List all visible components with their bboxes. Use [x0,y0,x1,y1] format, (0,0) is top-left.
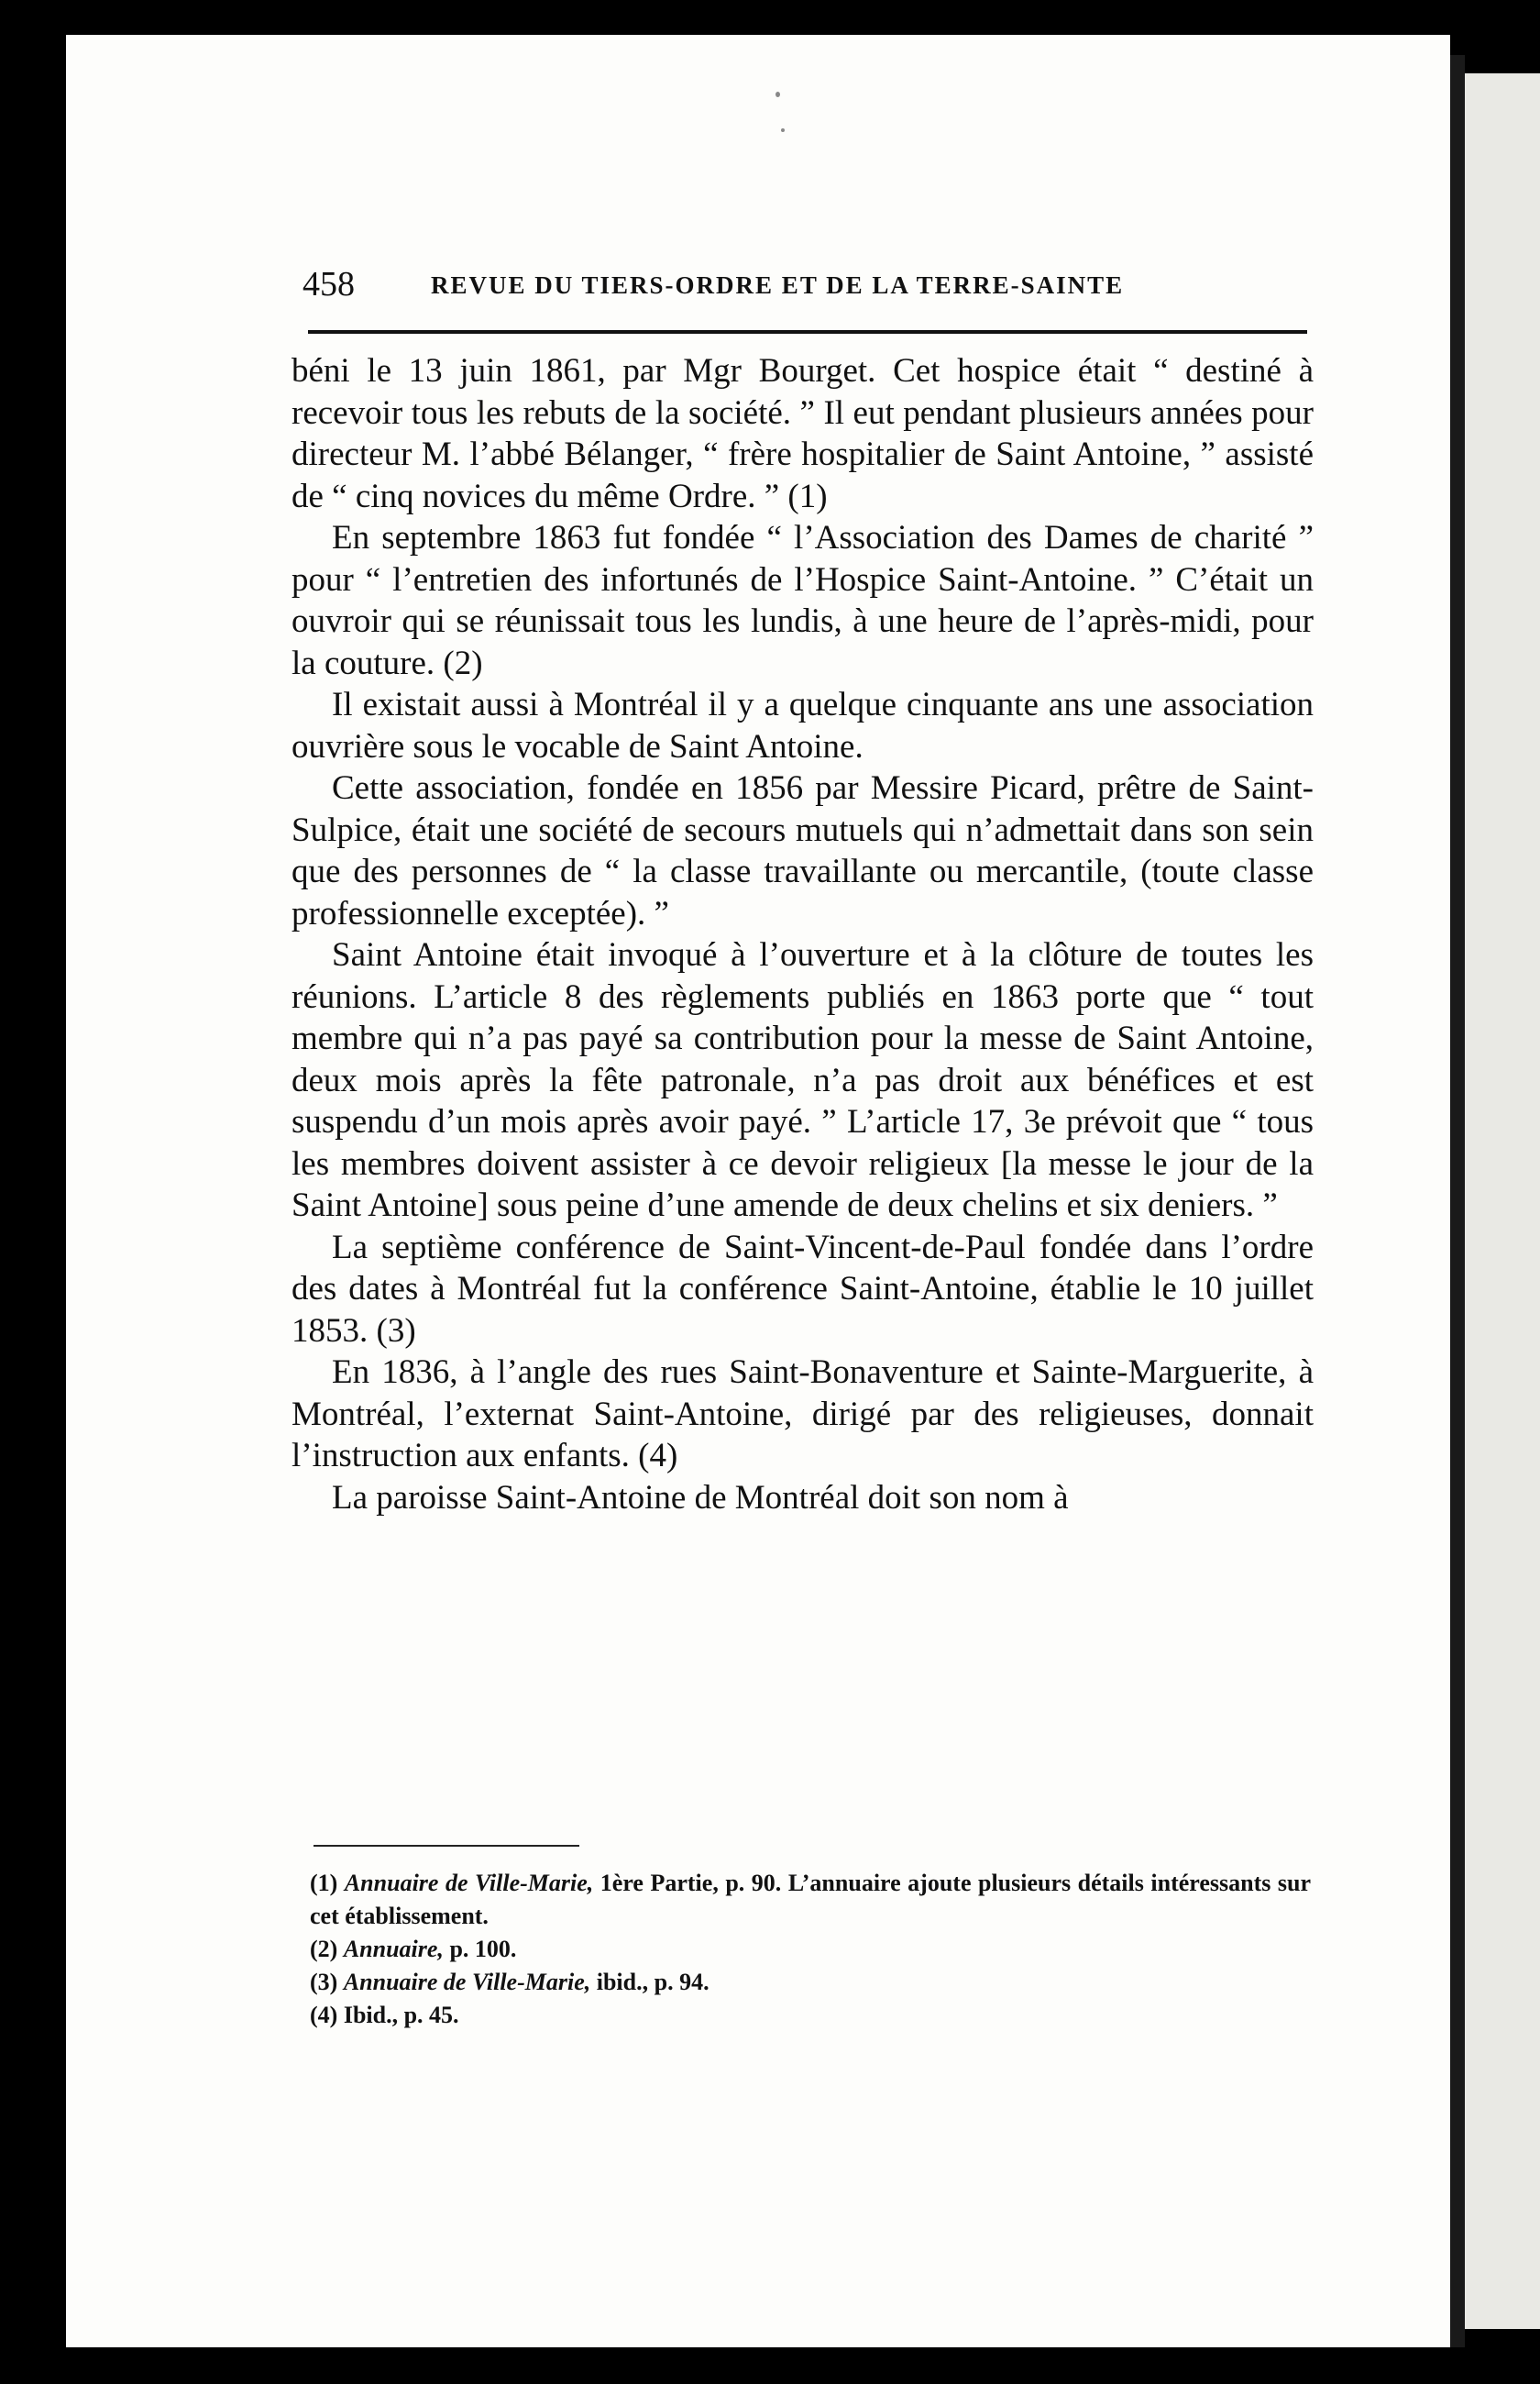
footnote-text: p. 100. [443,1936,517,1962]
footnote [293,1966,1311,1999]
body-text [292,350,1314,1518]
footnote [293,1933,1311,1966]
running-head-title: REVUE DU TIERS-ORDRE ET DE LA TERRE-SAINTE [431,271,1125,299]
footnote [293,1999,1311,2032]
paragraph: Il existait aussi à Montréal il y a quelque cinquante ans une association ouvrière sous le vocable de Saint Antoine. [292,686,1314,766]
footnote-marker: (3) [310,1969,338,1995]
footnote-text: 1ère Partie, p. 90. L’annuaire ajoute plusieurs détails intéressants sur cet établissement. [310,1870,1311,1929]
footnote-title: Annuaire de Ville-Marie, [343,1969,591,1995]
paragraph: La septième conférence de Saint-Vincent-de-Paul fondée dans l’ordre des dates à Montréal fut la conférence Saint-Antoine, établie le 10 juillet 1853. (3) [292,1228,1314,1350]
footnote-title: Annuaire de Ville-Marie, [344,1870,594,1896]
footnotes [293,1867,1311,2032]
scan-speck [776,92,780,97]
paragraph: En septembre 1863 fut fondée “ l’Association des Dames de charité ” pour “ l’entretien des infortunés de l’Hospice Saint-Antoine. ” C’était un ouvroir qui se réunissait tous les lundis, à une heure de l’après-midi, pour la couture. (2) [292,519,1314,682]
paragraph: Cette association, fondée en 1856 par Messire Picard, prêtre de Saint-Sulpice, était une société de secours mutuels qui n’admettait dans son sein que des personnes de “ la classe travaillante ou mercantile, (toute classe professionnelle exceptée). ” [292,769,1314,933]
footnote-title: Annuaire, [343,1936,444,1962]
footnote-marker: (1) [310,1870,338,1896]
header-rule [308,330,1307,334]
footnote-marker: (2) [310,1936,338,1962]
footnote [293,1867,1311,1933]
next-page-edge [1465,73,1540,2329]
page-number: 458 [302,265,355,304]
footnote-text: ibid., p. 94. [590,1969,710,1995]
footnote-rule [314,1845,579,1847]
paragraph: La paroisse Saint-Antoine de Montréal doit son nom à [332,1478,1069,1517]
paragraph: Saint Antoine était invoqué à l’ouverture et à la clôture de toutes les réunions. L’article 8 des règlements publiés en 1863 porte que “ tout membre qui n’a pas payé sa contribution pour la messe de Saint Antoine, deux mois après la fête patronale, n’a pas droit aux bénéfices et est suspendu d’un mois après avoir payé. ” L’article 17, 3e prévoit que “ tous les membres doivent assister à ce devoir religieux [la messe le jour de la Saint Antoine] sous peine d’une amende de deux chelins et six deniers. ” [292,936,1314,1224]
footnote-marker: (4) [310,2002,338,2028]
paragraph: béni le 13 juin 1861, par Mgr Bourget. Cet hospice était “ destiné à recevoir tous les rebuts de la société. ” Il eut pendant plusieurs années pour directeur M. l’abbé Bélanger, “ frère hospitalier de Saint Antoine, ” assisté de “ cinq novices du même Ordre. ” (1) [292,352,1314,515]
scan-speck [781,128,785,132]
running-header [302,264,1311,310]
binding-shadow [1450,55,1465,2347]
paragraph: En 1836, à l’angle des rues Saint-Bonaventure et Sainte-Marguerite, à Montréal, l’externat Saint-Antoine, dirigé par des religieuses, donnait l’instruction aux enfants. (4) [292,1353,1314,1474]
footnote-text: Ibid., p. 45. [343,2002,459,2028]
